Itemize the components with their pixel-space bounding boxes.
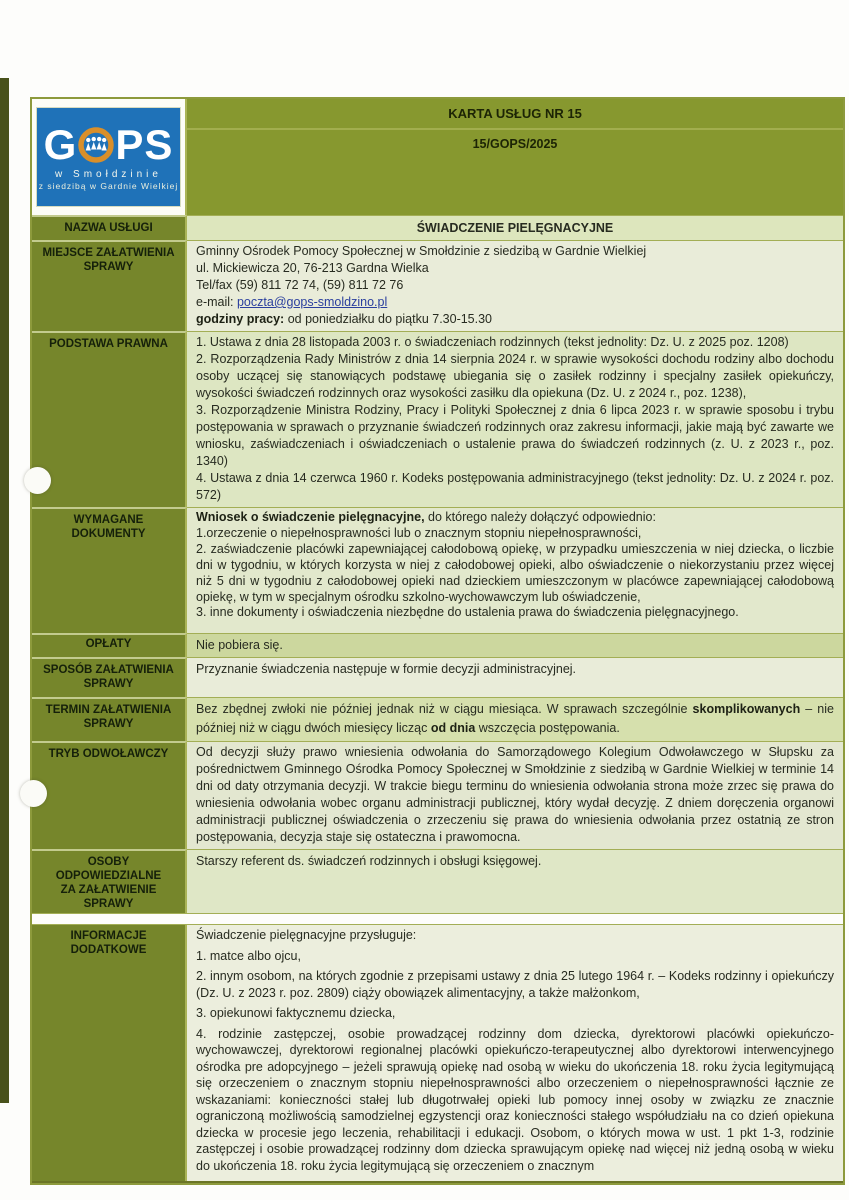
office-name: Gminny Ośrodek Pomocy Społecznej w Smołdzinie z siedzibą w Gardnie Wielkiej (196, 244, 647, 258)
label-oplaty: OPŁATY (32, 633, 187, 657)
legal-item: 4. Ustawa z dnia 14 czerwca 1960 r. Kodeks postępowania administracyjnego (tekst jednolity: Dz. U. z 2024 r. poz. 572) (196, 471, 834, 502)
office-contact-block (187, 240, 843, 331)
office-phone: Tel/fax (59) 811 72 74, (59) 811 72 76 (196, 278, 404, 292)
documents-intro-bold: Wniosek o świadczenie pielęgnacyjne, (196, 510, 425, 524)
documents-intro (196, 510, 834, 526)
label-tryb: TRYB ODWOŁAWCZY (32, 741, 187, 849)
gops-logo-wordmark (43, 120, 174, 168)
deadline-text (187, 697, 843, 741)
info-intro: Świadczenie pielęgnacyjne przysługuje: (196, 928, 417, 942)
row-sposob-zalatwienia (32, 657, 843, 697)
table-bottom-border (32, 1181, 843, 1183)
header-row (32, 99, 843, 215)
email-prefix: e-mail: (196, 295, 237, 309)
row-podstawa-prawna (32, 331, 843, 507)
office-email-line (196, 294, 834, 311)
office-address: ul. Mickiewicza 20, 76-213 Gardna Wielka (196, 261, 429, 275)
row-osoby-odpowiedzialne (32, 849, 843, 913)
gops-logo (37, 108, 180, 206)
label-miejsce: MIEJSCE ZAŁATWIENIA SPRAWY (32, 240, 187, 331)
hours-value: od poniedziałku do piątku 7.30-15.30 (284, 312, 493, 326)
logo-subtitle-seat: z siedzibą w Gardnie Wielkiej (38, 180, 179, 191)
settlement-method: Przyznanie świadczenia następuje w formie decyzji administracyjnej. (187, 657, 843, 697)
header-band (187, 99, 843, 215)
row-nazwa-uslugi (32, 215, 843, 240)
row-termin-zalatwienia (32, 697, 843, 741)
hole-punch (20, 780, 47, 807)
row-gap (32, 913, 843, 925)
logo-letter-g: G (43, 120, 78, 168)
deadline-bold: od dnia (430, 721, 476, 735)
deadline-part: – nie później niż w ciągu dwóch miesięcy licząc (196, 702, 834, 735)
info-item: 3. opiekunowi faktycznemu dziecka, (196, 1006, 396, 1020)
label-osoby-line1: OSOBY ODPOWIEDZIALNE (55, 856, 162, 882)
hours-label: godziny pracy: (196, 312, 285, 326)
logo-cell (32, 99, 187, 215)
card-title: KARTA USŁUG NR 15 (187, 99, 843, 130)
fees-value: Nie pobiera się. (187, 633, 843, 657)
label-wymagane: WYMAGANE DOKUMENTY (32, 507, 187, 633)
info-item: 2. innym osobom, na których zgodnie z przepisami ustawy z dnia 25 lutego 1964 r. – Kodeks rodzinny i opiekuńczy (Dz. U. z 2023 r. poz. 2809) ciąży obowiązek alimentacyjny, a także małżonkom, (196, 969, 834, 1000)
label-informacje-line2: DODATKOWE (70, 944, 147, 956)
row-wymagane-dokumenty (32, 507, 843, 633)
people-ring-icon (76, 125, 116, 165)
legal-item: 2. Rozporządzenia Rady Ministrów z dnia 14 sierpnia 2024 r. w sprawie wysokości dochodu rodziny albo dochodu osoby uczącej się stanowiących podstawę ubiegania się o zasiłek rodzinny i specjalny zasiłek opiekuńczy, wysokości świadczeń rodzinnych oraz wysokości zasiłku dla opiekuna (Dz. U. z 2024 r., poz. 1238), (196, 352, 834, 400)
label-osoby (32, 849, 187, 913)
label-nazwa-uslugi: NAZWA USŁUGI (32, 215, 187, 240)
info-item: 4. rodzinie zastępczej, osobie prowadzącej rodzinny dom dziecka, dyrektorowi placówki opiekuńczo-wychowawczej, dyrektorowi regionalnej placówki opiekuńczo-terapeutycznej albo dyrektorowi interwencyjnego ośrodka pre adopcyjnego – jeżeli sprawują opiekę nad osobą w wieku do ukończenia 18. roku życia legitymującą się orzeczeniem o znacznym stopniu niepełnosprawności albo orzeczeniem o niepełnosprawności łącznie ze wskazaniami: konieczności stałej lub długotrwałej opieki lub pomocy innej osoby w związku ze znacznie ograniczoną możliwością samodzielnej egzystencji oraz konieczności stałego współudziału na co dzień opiekuna dziecka w procesie jego leczenia, rehabilitacji i edukacji. Osobom, o których mowa w ust. 1 pkt 1-3, rodzinie zastępczej i osobie prowadzącej rodzinny dom dziecka sprawującym opiekę nad więcej niż jedną osobą w wieku do ukończenia 18. roku życia legitymującą się orzeczeniem o znacznym (196, 1026, 834, 1173)
deadline-part: wszczęcia postępowania. (475, 721, 620, 735)
label-informacje (32, 925, 187, 1181)
row-oplaty (32, 633, 843, 657)
row-tryb-odwolawczy (32, 741, 843, 849)
legal-basis-list (187, 331, 843, 507)
document-item: 2. zaświadczenie placówki zapewniającej całodobową opiekę, w przypadku umieszczenia w niej dziecka, o liczbie dni w tygodniu, w których korzysta w niej z całodobowej opieki, albo oświadczenie o niekorzystaniu przez więcej niż 5 dni w tygodniu z całodobowej opieki nad dzieckiem umieszczonym w placówce zapewniającej całodobową opiekę, w tym w specjalnym ośrodku szkolno-wychowawczym lub oświadczenie, (196, 541, 834, 604)
required-documents-list (187, 507, 843, 633)
additional-info-list (187, 925, 843, 1181)
responsible-person: Starszy referent ds. świadczeń rodzinnych i obsługi księgowej. (187, 849, 843, 913)
appeal-procedure-text: Od decyzji służy prawo wniesienia odwołania do Samorządowego Kolegium Odwoławczego w Słupsku za pośrednictwem Gminnego Ośrodka Pomocy Społecznej w Smołdzinie z siedzibą w Gardnie Wielkiej w terminie 14 dni od daty otrzymania decyzji. W trakcie biegu terminu do wniesienia odwołania strona może zrzec się prawa do wniesienia odwołania wobec organu administracji publicznej, który wydał decyzję. Z dniem doręczenia organowi administracji publicznej oświadczenia o zrzeczeniu się prawa do wniesienia odwołania przez ostatnią ze stron postępowania, decyzja staje się ostateczna i prawomocna. (187, 741, 843, 849)
scan-edge-shadow (0, 78, 9, 1103)
logo-letters-ps: PS (115, 120, 174, 168)
documents-intro-rest: do którego należy dołączyć odpowiednio: (424, 510, 656, 524)
deadline-bold: skomplikowanych (692, 702, 801, 716)
label-sposob: SPOSÓB ZAŁATWIENIA SPRAWY (32, 657, 187, 697)
office-hours-line (196, 311, 834, 328)
document-item: 3. inne dokumenty i oświadczenia niezbędne do ustalenia prawa do świadczenia pielęgnacyjnego. (196, 605, 739, 620)
label-podstawa: PODSTAWA PRAWNA (32, 331, 187, 507)
row-informacje-dodatkowe (32, 925, 843, 1181)
service-name: ŚWIADCZENIE PIELĘGNACYJNE (187, 215, 843, 240)
row-miejsce-zalatwienia (32, 240, 843, 331)
info-item: 1. matce albo ojcu, (196, 948, 301, 963)
legal-item: 1. Ustawa z dnia 28 listopada 2003 r. o świadczeniach rodzinnych (tekst jednolity: Dz. U. z 2025 poz. 1208) (196, 335, 789, 349)
label-termin: TERMIN ZAŁATWIENIA SPRAWY (32, 697, 187, 741)
deadline-part: Bez zbędnej zwłoki nie później jednak niż w ciągu miesiąca. W sprawach szczególnie (196, 702, 693, 716)
label-osoby-line2: ZA ZAŁATWIENIE SPRAWY (60, 884, 157, 910)
logo-subtitle-town: w Smołdzinie (55, 168, 162, 180)
card-number: 15/GOPS/2025 (472, 136, 558, 151)
document-item: 1.orzeczenie o niepełnosprawności lub o znacznym stopniu niepełnosprawności, (196, 525, 642, 540)
label-informacje-line1: INFORMACJE (70, 930, 147, 942)
email-link[interactable]: poczta@gops-smoldzino.pl (236, 295, 388, 309)
service-card-table (30, 97, 845, 1185)
hole-punch (24, 467, 51, 494)
legal-item: 3. Rozporządzenie Ministra Rodziny, Pracy i Polityki Społecznej z dnia 6 lipca 2023 r. w sprawie sposobu i trybu postępowania w sprawach o przyznanie świadczeń rodzinnych oraz zakresu informacji, jakie mają być zawarte we wniosku, zaświadczeniach i oświadczeniach o ustalenie prawa do świadczeń rodzinnych (z. U. z 2023 r., poz. 1340) (196, 403, 834, 468)
